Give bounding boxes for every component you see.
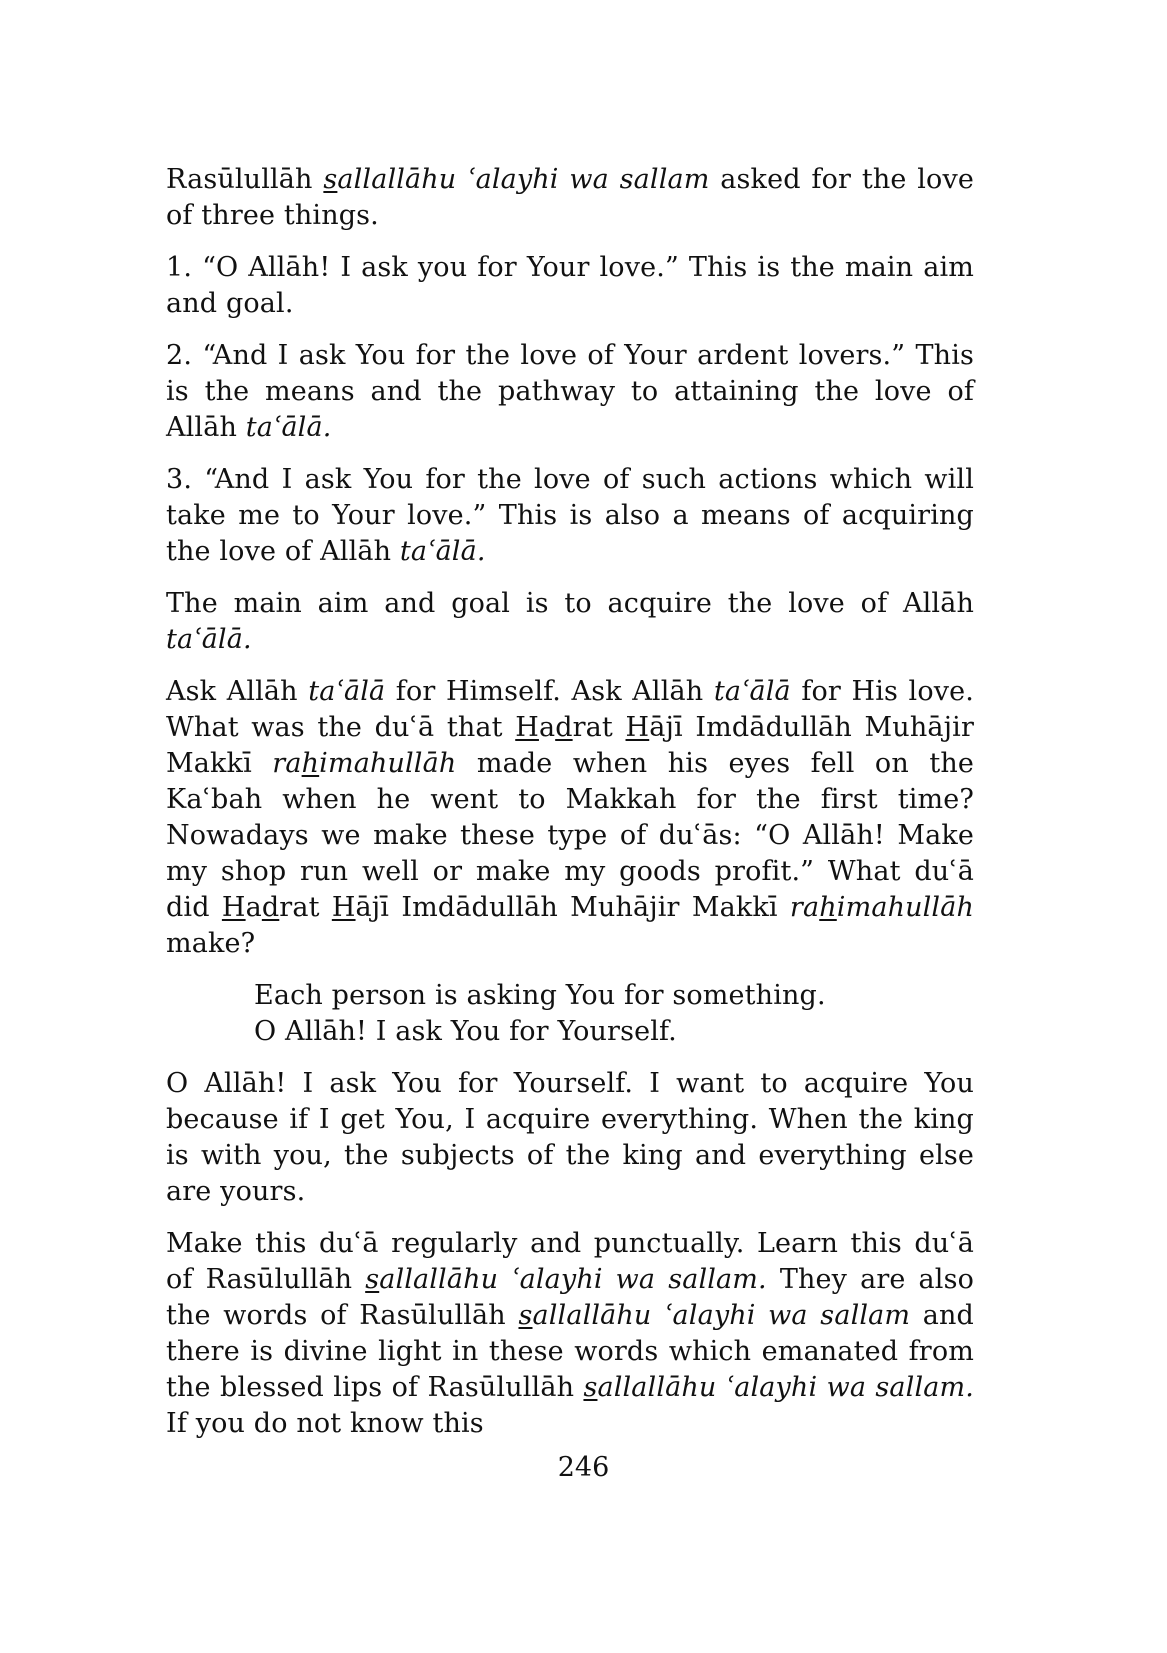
text-run: imahullāh	[836, 892, 975, 923]
paragraph	[166, 250, 974, 322]
text-run: ājī Imdādullāh Muhājir Makkī	[166, 712, 974, 779]
paragraph	[166, 462, 974, 570]
paragraph	[166, 586, 974, 658]
text-run: d	[261, 892, 280, 923]
paragraph	[166, 162, 974, 234]
paragraph	[166, 1066, 974, 1210]
text-run: H	[331, 892, 356, 923]
text-run: h	[301, 748, 320, 779]
text-run: taʿālā	[308, 676, 386, 707]
text-run: allallāhu ʿalayhi wa sallam	[337, 164, 710, 195]
text-run: s	[518, 1300, 533, 1331]
text-run: They are also the words of Rasūlullāh	[166, 1264, 974, 1331]
text-run: for Himself. Ask Allāh	[385, 676, 714, 707]
text-run: h	[819, 892, 837, 923]
text-run: s	[583, 1372, 598, 1403]
block-quote	[166, 978, 974, 1050]
text-run: taʿālā.	[166, 624, 252, 655]
page-number: 246	[557, 1452, 610, 1483]
paragraph	[166, 1226, 974, 1442]
paragraphs-after-quote	[166, 1066, 974, 1442]
quote-line: Each person is asking You for something.	[254, 980, 826, 1011]
paragraphs-before-quote	[166, 162, 974, 962]
text-run: Ask Allāh	[166, 676, 309, 707]
paragraph	[166, 674, 974, 962]
text-run: If you do not know this	[166, 1408, 484, 1439]
quote-line: O Allāh! I ask You for Yourself.	[254, 1016, 677, 1047]
text-run: and there is divine light in these words which emanated from the blessed lips of Rasūlullāh	[166, 1300, 974, 1403]
text-run: made when his eyes fell on the Kaʿbah when he went to Makkah for the first time? Nowadays we make these type of duʿās: “O Allāh! Make my shop run well or make my goods profit.” What duʿā did	[166, 748, 974, 923]
text-run: H	[221, 892, 246, 923]
text-run: asked for the love of three things.	[166, 164, 974, 231]
text-run: allallāhu ʿalayhi wa sallam.	[379, 1264, 767, 1295]
text-run: rat	[279, 892, 332, 923]
text-run: taʿālā.	[245, 412, 332, 443]
text-run: rat	[572, 712, 626, 743]
text-run: 3. “And I ask You for the love of such actions which will take me to Your love.” This is also a means of acquiring the love of Allāh	[166, 464, 974, 567]
text-run: H	[515, 712, 539, 743]
page-body	[166, 162, 974, 1458]
text-run: ājī Imdādullāh Muhājir Makkī	[355, 892, 790, 923]
paragraph	[166, 338, 974, 446]
text-run: allallāhu ʿalayhi wa sallam.	[597, 1372, 974, 1403]
text-run: Rasūlullāh	[166, 164, 324, 195]
text-run: taʿālā	[713, 676, 791, 707]
text-run: taʿālā.	[399, 536, 486, 567]
text-run: make?	[166, 928, 256, 959]
text-run: H	[625, 712, 650, 743]
text-run: allallāhu ʿalayhi wa sallam	[532, 1300, 911, 1331]
text-run: imahullāh	[319, 748, 457, 779]
text-run: 2. “And I ask You for the love of Your ardent lovers.” This is the means and the pathway to attaining the love of Allāh	[166, 340, 974, 443]
text-run: for His love. What was the duʿā that	[166, 676, 974, 743]
text-run: The main aim and goal is to acquire the love of Allāh	[166, 588, 974, 619]
text-run: O Allāh! I ask You for Yourself. I want to acquire You because if I get You, I acquire everything. When the king is with you, the subjects of the king and everything else are yours.	[166, 1068, 974, 1207]
text-run: ra	[789, 892, 820, 923]
text-run: s	[323, 164, 338, 195]
text-run: ra	[272, 748, 302, 779]
text-run: d	[555, 712, 573, 743]
text-run: a	[245, 892, 262, 923]
text-run: 1. “O Allāh! I ask you for Your love.” This is the main aim and goal.	[166, 252, 974, 319]
text-run: a	[538, 712, 556, 743]
text-run: Make this duʿā regularly and punctually. Learn this duʿā of Rasūlullāh	[166, 1228, 974, 1295]
text-run: s	[365, 1264, 380, 1295]
